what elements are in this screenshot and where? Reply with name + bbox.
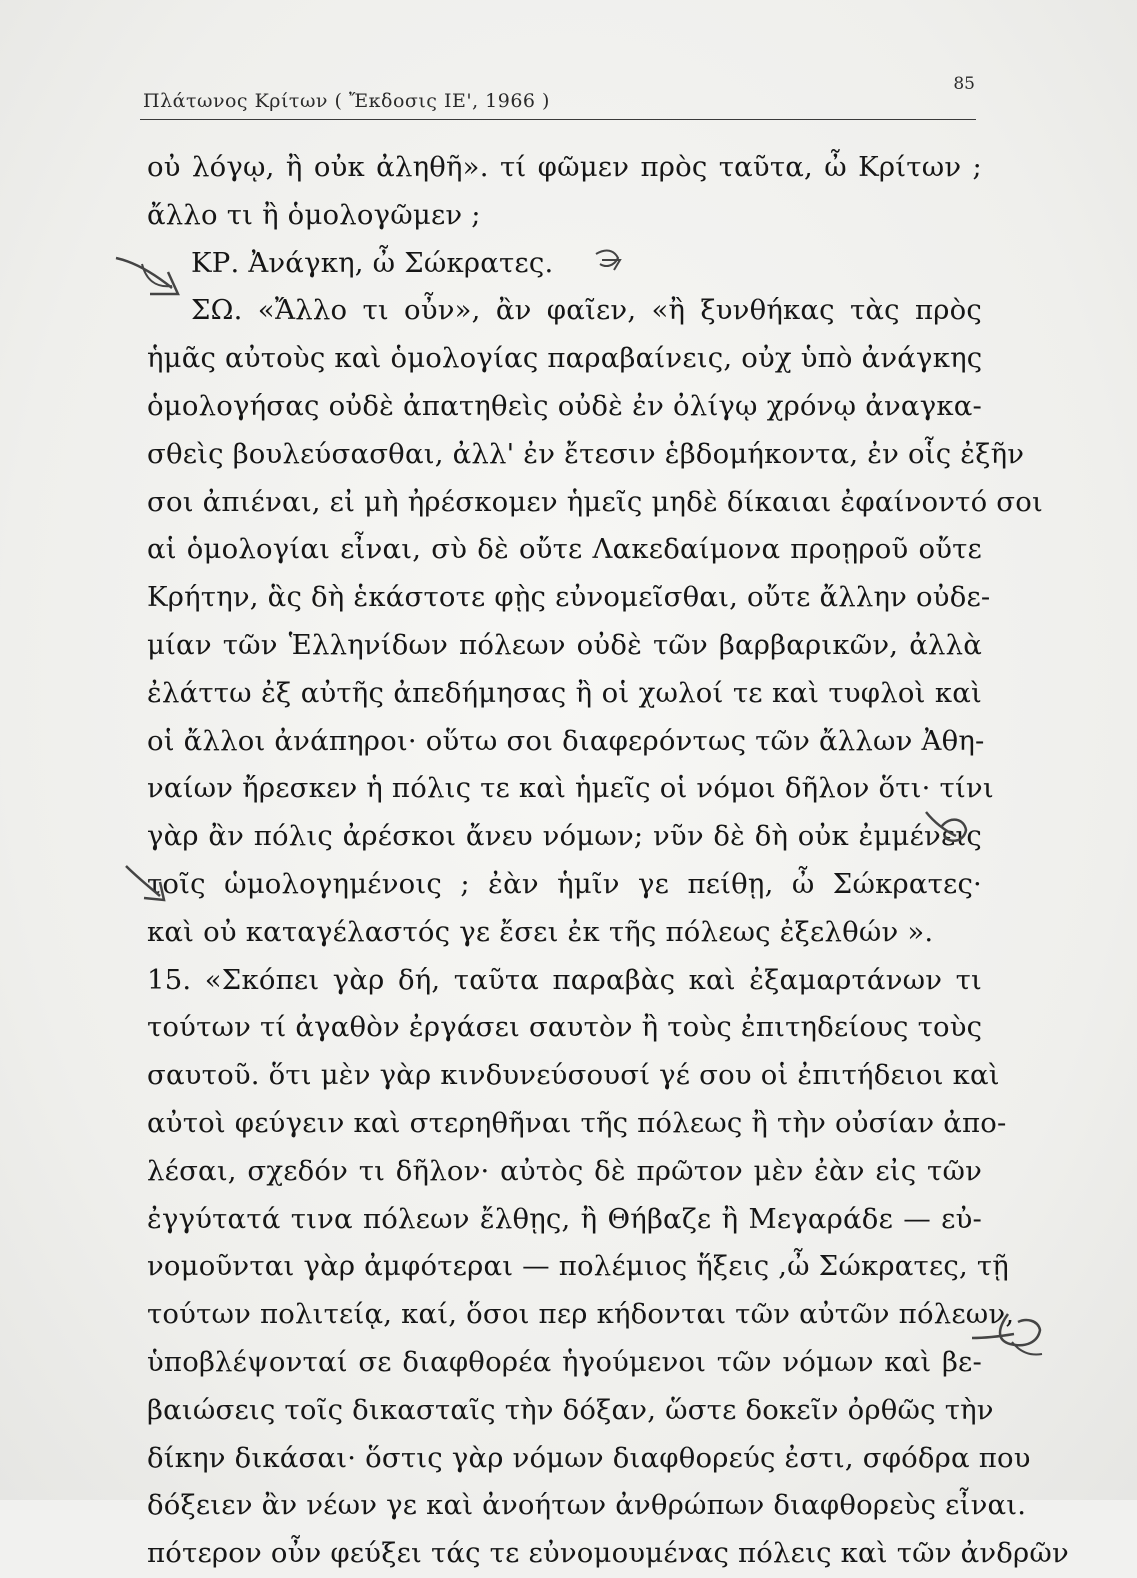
text-line: βαιώσεις τοῖς δικασταῖς τὴν δόξαν, ὥστε δοκεῖν ὀρθῶς τὴν [147,1393,994,1426]
text-line: αὐτοὶ φεύγειν καὶ στερηθῆναι τῆς πόλεως ἢ τὴν οὐσίαν ἀπο- [147,1106,1007,1139]
text-line: οἱ ἄλλοι ἀνάπηροι· οὕτω σοι διαφερόντως τῶν ἄλλων Ἀθη- [147,724,985,757]
text-line: δίκην δικάσαι· ὅστις γὰρ νόμων διαφθορεύς ἐστι, σφόδρα που [147,1441,1031,1474]
text-line: τοῖς ὡμολογημένοις ; ἐὰν ἡμῖν γε πείθῃ, ὦ Σώκρατες· [147,867,982,900]
text-line: οὐ λόγῳ, ἢ οὐκ ἀληθῆ». τί φῶμεν πρὸς ταῦτα, ὦ Κρίτων ; [147,151,982,183]
text-line: μίαν τῶν Ἑλληνίδων πόλεων οὐδὲ τῶν βαρβαρικῶν, ἀλλὰ [147,628,982,661]
text-line: πότερον οὖν φεύξει τάς τε εὐνομουμένας πόλεις καὶ τῶν ἀνδρῶν [147,1537,1069,1570]
text-line: ΚΡ. Ἀνάγκη, ὦ Σώκρατες. [191,246,554,279]
running-title: Πλάτωνος Κρίτων ( Ἔκδοσις ΙΕ', 1966 ) [143,90,550,112]
body-text [147,144,1069,1578]
pencil-arrow-icon [112,244,192,310]
text-line: σοι ἀπιέναι, εἰ μὴ ἠρέσκομεν ἡμεῖς μηδὲ δίκαιαι ἐφαίνοντό σοι [147,485,1043,518]
text-line: τούτων πολιτείᾳ, καί, ὅσοι περ κήδονται τῶν αὐτῶν πόλεων, [147,1298,1015,1331]
header-rule [140,119,976,120]
text-line: νομοῦνται γὰρ ἀμφότεραι — πολέμιος ἥξεις ,ὦ Σώκρατες, τῇ [147,1250,1009,1283]
text-line: ὁμολογήσας οὐδὲ ἀπατηθεὶς οὐδὲ ἐν ὀλίγῳ χρόνῳ ἀναγκα- [147,389,982,422]
text-line: Κρήτην, ἃς δὴ ἑκάστοτε φῂς εὐνομεῖσθαι, οὔτε ἄλλην οὐδε- [147,581,991,614]
text-line: σαυτοῦ. ὅτι μὲν γὰρ κινδυνεύσουσί γέ σου οἱ ἐπιτήδειοι καὶ [147,1059,1000,1092]
text-line: ἐλάττω ἐξ αὐτῆς ἀπεδήμησας ἢ οἱ χωλοί τε καὶ τυφλοὶ καὶ [147,676,982,709]
page-header [143,74,975,118]
text-line: αἱ ὁμολογίαι εἶναι, σὺ δὲ οὔτε Λακεδαίμονα προῃροῦ οὔτε [147,533,982,566]
text-line: καὶ οὐ καταγέλαστός γε ἔσει ἐκ τῆς πόλεως ἐξελθών ». [147,915,934,948]
pencil-mark-icon [968,1308,1046,1368]
text-line: γὰρ ἂν πόλις ἀρέσκοι ἄνευ νόμων; νῦν δὲ δὴ οὐκ ἐμμένεις [147,820,982,853]
pencil-arrow-icon [120,862,176,910]
text-line: ἄλλο τι ἢ ὁμολογῶμεν ; [147,198,481,231]
pencil-mark-icon [920,808,976,852]
text-line: ἡμᾶς αὐτοὺς καὶ ὁμολογίας παραβαίνεις, οὐχ ὑπὸ ἀνάγκης [147,342,983,375]
text-line: λέσαι, σχεδόν τι δῆλον· αὐτὸς δὲ πρῶτον μὲν ἐὰν εἰς τῶν [147,1154,982,1187]
text-line: σθεὶς βουλεύσασθαι, ἀλλ' ἐν ἔτεσιν ἑβδομήκοντα, ἐν οἷς ἐξῆν [147,437,1025,470]
text-line: τούτων τί ἀγαθὸν ἐργάσει σαυτὸν ἢ τοὺς ἐπιτηδείους τοὺς [147,1011,983,1044]
text-line: ἐγγύτατά τινα πόλεων ἔλθῃς, ἢ Θήβαζε ἢ Μεγαράδε — εὐ- [147,1202,982,1235]
text-line: δόξειεν ἂν νέων γε καὶ ἀνοήτων ἀνθρώπων διαφθορεὺς εἶναι. [147,1489,1027,1522]
pencil-mark-icon [592,244,628,276]
text-line: ὑποβλέψονταί σε διαφθορέα ἡγούμενοι τῶν νόμων καὶ βε- [147,1345,982,1378]
text-line: ΣΩ. «Ἄλλο τι οὖν», ἂν φαῖεν, «ἢ ξυνθήκας τὰς πρὸς [191,294,982,327]
text-line: ναίων ἤρεσκεν ἡ πόλις τε καὶ ἡμεῖς οἱ νόμοι δῆλον ὅτι· τίνι [147,772,994,805]
text-line: 15. «Σκόπει γὰρ δή, ταῦτα παραβὰς καὶ ἐξαμαρτάνων τι [147,963,982,996]
page-number: 85 [953,74,975,94]
